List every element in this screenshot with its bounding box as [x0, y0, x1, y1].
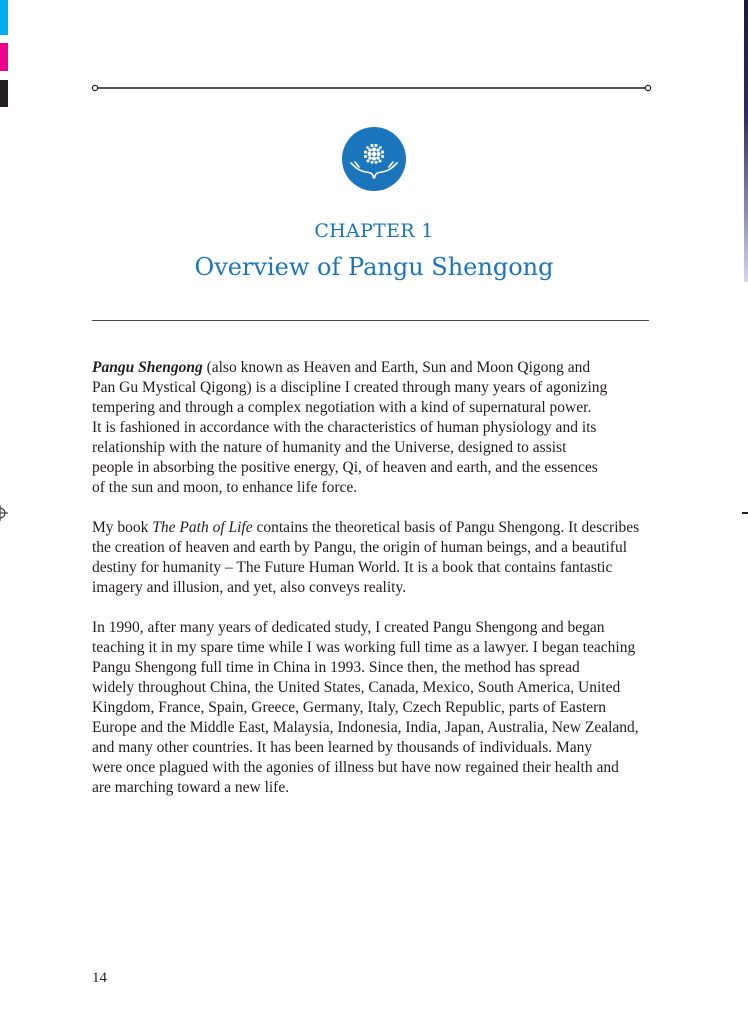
- text-line: Europe and the Middle East, Malaysia, Indonesia, India, Japan, Australia, New Zealand,: [92, 719, 639, 736]
- text-line: My book The Path of Life contains the theoretical basis of Pangu Shengong. It describes: [92, 519, 640, 536]
- text-line: tempering and through a complex negotiation with a kind of supernatural power.: [92, 399, 592, 416]
- paragraph-1: [92, 358, 652, 498]
- hands-holding-flower-icon: [342, 127, 406, 191]
- paragraph-3: [92, 618, 652, 798]
- page-number: 14: [92, 970, 107, 986]
- cyan-color-swatch: [0, 0, 8, 35]
- heading-divider: [92, 320, 649, 321]
- registration-mark-icon: [0, 505, 8, 521]
- text-line: Pangu Shengong full time in China in 1993. Since then, the method has spread: [92, 659, 580, 676]
- text-line: of the sun and moon, to enhance life force.: [92, 479, 358, 496]
- text-line: Pan Gu Mystical Qigong) is a discipline I created through many years of agonizing: [92, 379, 608, 396]
- text-line: people in absorbing the positive energy, Qi, of heaven and earth, and the essences: [92, 459, 598, 476]
- paragraph-2: [92, 518, 652, 598]
- text-line: and many other countries. It has been learned by thousands of individuals. Many: [92, 739, 593, 756]
- text-line: teaching it in my spare time while I was working full time as a lawyer. I began teaching: [92, 639, 636, 656]
- text-line: destiny for humanity – The Future Human World. It is a book that contains fantastic: [92, 559, 613, 576]
- text-line: It is fashioned in accordance with the characteristics of human physiology and its: [92, 419, 597, 436]
- text-line: the creation of heaven and earth by Pangu, the origin of human beings, and a beautiful: [92, 539, 628, 556]
- text-line: Kingdom, France, Spain, Greece, Germany, Italy, Czech Republic, parts of Eastern: [92, 699, 607, 716]
- chapter-number: CHAPTER 1: [314, 220, 434, 242]
- text-line: are marching toward a new life.: [92, 779, 290, 796]
- body-text: [92, 358, 652, 818]
- magenta-color-swatch: [0, 43, 8, 71]
- book-title: The Path of Life: [152, 519, 253, 536]
- text-line: imagery and illusion, and yet, also conveys reality.: [92, 579, 407, 596]
- chapter-title: Overview of Pangu Shengong: [194, 253, 554, 281]
- black-color-swatch: [0, 80, 8, 107]
- text-line: relationship with the nature of humanity and the Universe, designed to assist: [92, 439, 567, 456]
- text-line: Pangu Shengong (also known as Heaven and Earth, Sun and Moon Qigong and: [92, 359, 591, 376]
- text-line: were once plagued with the agonies of illness but have now regained their health and: [92, 759, 619, 776]
- registration-tick: [742, 512, 748, 514]
- text-line: widely throughout China, the United States, Canada, Mexico, South America, United: [92, 679, 621, 696]
- text-line: In 1990, after many years of dedicated study, I created Pangu Shengong and began: [92, 619, 605, 636]
- top-ornament-rule: [91, 84, 652, 92]
